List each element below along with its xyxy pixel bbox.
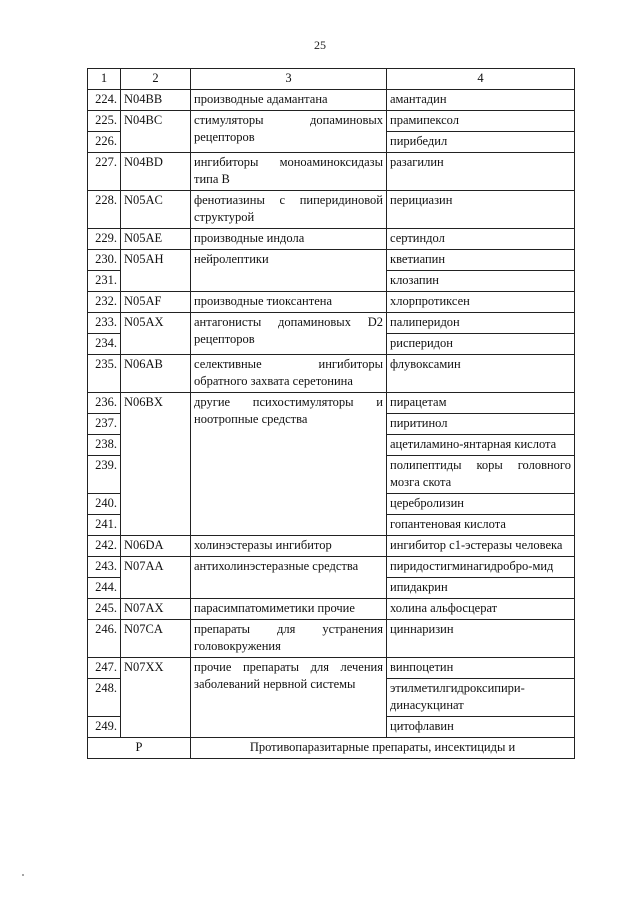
- drug-name: холина альфосцерат: [387, 599, 575, 620]
- drug-name: рисперидон: [387, 334, 575, 355]
- drug-group: селективные ингибиторы обратного захвата серетонина: [191, 355, 387, 393]
- drug-name: флувоксамин: [387, 355, 575, 393]
- drug-name: палиперидон: [387, 313, 575, 334]
- drug-name: разагилин: [387, 153, 575, 191]
- atc-code: N07CA: [121, 620, 191, 658]
- drug-name: сертиндол: [387, 229, 575, 250]
- table-row: [88, 250, 575, 271]
- atc-code: N05AX: [121, 313, 191, 355]
- row-number: 231.: [88, 271, 121, 292]
- drug-name: пиритинол: [387, 414, 575, 435]
- atc-code: N07AA: [121, 557, 191, 599]
- row-number: 229.: [88, 229, 121, 250]
- drug-name: прамипексол: [387, 111, 575, 132]
- page-number: 25: [314, 38, 326, 52]
- drug-group: антагонисты допаминовых D2 рецепторов: [191, 313, 387, 355]
- row-number: 226.: [88, 132, 121, 153]
- atc-code: N06DA: [121, 536, 191, 557]
- drug-name: гопантеновая кислота: [387, 515, 575, 536]
- drug-name: ипидакрин: [387, 578, 575, 599]
- drug-name: церебролизин: [387, 494, 575, 515]
- drug-name: цитофлавин: [387, 717, 575, 738]
- table-row: [88, 313, 575, 334]
- drug-name: циннаризин: [387, 620, 575, 658]
- header-cell: 4: [387, 69, 575, 90]
- drug-name: клозапин: [387, 271, 575, 292]
- row-number: 235.: [88, 355, 121, 393]
- drug-group: фенотиазины с пиперидиновой структурой: [191, 191, 387, 229]
- header-cell: 2: [121, 69, 191, 90]
- atc-code: N05AC: [121, 191, 191, 229]
- section-code: P: [88, 738, 191, 759]
- row-number: 240.: [88, 494, 121, 515]
- table-row: [88, 557, 575, 578]
- drug-name: хлорпротиксен: [387, 292, 575, 313]
- atc-code: N04BC: [121, 111, 191, 153]
- table-row: [88, 111, 575, 132]
- atc-code: N04BD: [121, 153, 191, 191]
- drug-group: производные тиоксантена: [191, 292, 387, 313]
- section-title: Противопаразитарные препараты, инсектициды и: [191, 738, 575, 759]
- atc-code: N07AX: [121, 599, 191, 620]
- atc-code: N05AH: [121, 250, 191, 292]
- table-row: [88, 599, 575, 620]
- table-row: [88, 620, 575, 658]
- row-number: 232.: [88, 292, 121, 313]
- row-number: 237.: [88, 414, 121, 435]
- row-number: 228.: [88, 191, 121, 229]
- row-number: 230.: [88, 250, 121, 271]
- row-number: 234.: [88, 334, 121, 355]
- row-number: 238.: [88, 435, 121, 456]
- row-number: 248.: [88, 679, 121, 717]
- table-row: [88, 355, 575, 393]
- drug-classification-table: [87, 68, 575, 759]
- header-cell: 3: [191, 69, 387, 90]
- row-number: 241.: [88, 515, 121, 536]
- table-row: [88, 658, 575, 679]
- scan-speck: [22, 874, 24, 876]
- drug-group: препараты для устранения головокружения: [191, 620, 387, 658]
- row-number: 224.: [88, 90, 121, 111]
- row-number: 227.: [88, 153, 121, 191]
- atc-code: N07XX: [121, 658, 191, 738]
- table-row: [88, 393, 575, 414]
- drug-group: холинэстеразы ингибитор: [191, 536, 387, 557]
- drug-name: винпоцетин: [387, 658, 575, 679]
- drug-group: парасимпатомиметики прочие: [191, 599, 387, 620]
- table-header-row: [88, 69, 575, 90]
- table-row: [88, 153, 575, 191]
- drug-name: перициазин: [387, 191, 575, 229]
- table-row: [88, 536, 575, 557]
- table-row: [88, 292, 575, 313]
- table-row: [88, 191, 575, 229]
- section-row: [88, 738, 575, 759]
- atc-code: N05AE: [121, 229, 191, 250]
- table-row: [88, 229, 575, 250]
- row-number: 233.: [88, 313, 121, 334]
- table-row: [88, 90, 575, 111]
- drug-group: производные индола: [191, 229, 387, 250]
- atc-code: N06AB: [121, 355, 191, 393]
- row-number: 244.: [88, 578, 121, 599]
- row-number: 249.: [88, 717, 121, 738]
- drug-name: пиридостигминагидробро-мид: [387, 557, 575, 578]
- drug-name: этилметилгидроксипири-динасукцинат: [387, 679, 575, 717]
- drug-name: ингибитор с1-эстеразы человека: [387, 536, 575, 557]
- drug-group: нейролептики: [191, 250, 387, 292]
- row-number: 225.: [88, 111, 121, 132]
- row-number: 236.: [88, 393, 121, 414]
- drug-group: другие психостимуляторы и ноотропные средства: [191, 393, 387, 536]
- drug-name: пирибедил: [387, 132, 575, 153]
- drug-group: стимуляторы допаминовых рецепторов: [191, 111, 387, 153]
- atc-code: N06BX: [121, 393, 191, 536]
- header-cell: 1: [88, 69, 121, 90]
- row-number: 245.: [88, 599, 121, 620]
- drug-name: полипептиды коры головного мозга скота: [387, 456, 575, 494]
- drug-name: пирацетам: [387, 393, 575, 414]
- row-number: 239.: [88, 456, 121, 494]
- row-number: 247.: [88, 658, 121, 679]
- drug-name: амантадин: [387, 90, 575, 111]
- drug-name: кветиапин: [387, 250, 575, 271]
- row-number: 246.: [88, 620, 121, 658]
- drug-group: ингибиторы моноаминоксидазы типа В: [191, 153, 387, 191]
- row-number: 243.: [88, 557, 121, 578]
- row-number: 242.: [88, 536, 121, 557]
- drug-group: антихолинэстеразные средства: [191, 557, 387, 599]
- atc-code: N05AF: [121, 292, 191, 313]
- drug-group: производные адамантана: [191, 90, 387, 111]
- drug-name: ацетиламино-янтарная кислота: [387, 435, 575, 456]
- atc-code: N04BB: [121, 90, 191, 111]
- drug-group: прочие препараты для лечения заболеваний нервной системы: [191, 658, 387, 738]
